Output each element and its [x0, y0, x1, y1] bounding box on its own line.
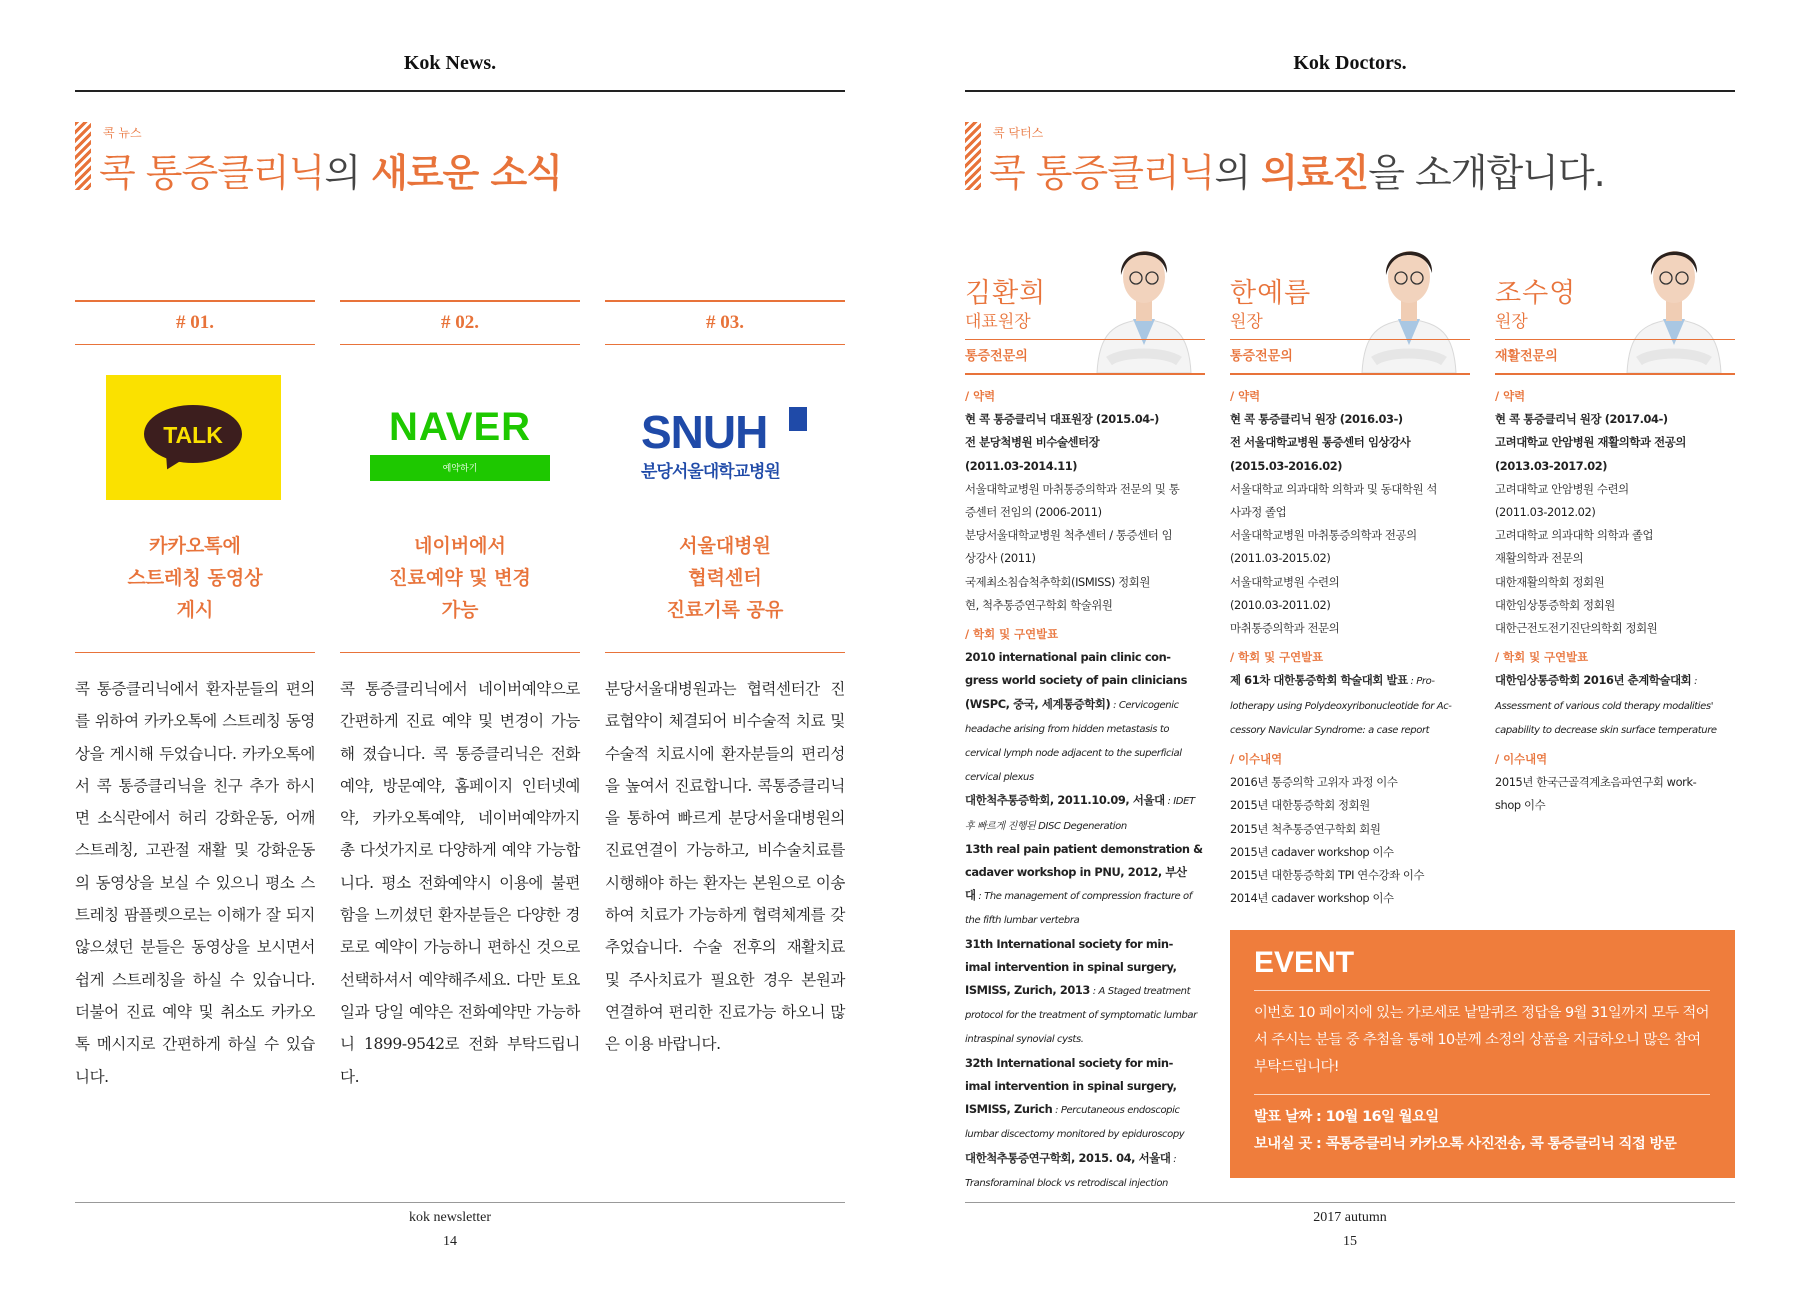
- logo-subtext: 예약하기: [442, 464, 478, 474]
- doctor-rule: [1230, 373, 1470, 375]
- event-body: 이번호 10 페이지에 있는 가로세로 낱말퀴즈 정답을 9월 31일까지 모두 적어서 주시는 분들 중 추첨을 통해 10분께 소정의 상품을 지급하오니 많은 참여 부탁드립니다!: [1254, 1005, 1709, 1075]
- bio-section-heading: / 이수내역: [1495, 752, 1548, 767]
- bio-text: (2011.03-2012.02): [1495, 505, 1596, 520]
- bio-line: [965, 1147, 1210, 1171]
- bio-text: 전 서울대학교병원 통증센터 임상강사: [1230, 435, 1411, 450]
- portrait-illustration: [1083, 215, 1205, 373]
- bio-italic-text: lumbar discectomy monitored by epiduroscopy: [965, 1129, 1185, 1141]
- column-rule: [605, 300, 845, 302]
- heading-line: 가능: [441, 599, 479, 621]
- bio-text: 고려대학교 안암병원 재활의학과 전공의: [1495, 435, 1686, 450]
- bio-line: [965, 571, 1210, 594]
- column-rule: [340, 344, 580, 345]
- bio-text: 2010 international pain clinic con-: [965, 650, 1171, 665]
- doctor-bio: [1495, 385, 1740, 818]
- bio-line: [965, 838, 1210, 861]
- doctor-title: 대표원장: [965, 312, 1031, 332]
- doctor-title: 원장: [1495, 312, 1528, 332]
- column-rule: [340, 300, 580, 302]
- column-number: # 01.: [176, 312, 214, 333]
- bio-text: 사과정 졸업: [1230, 505, 1287, 520]
- section-eyebrow: 콕 닥터스: [993, 126, 1044, 140]
- bio-text: gress world society of pain clinicians: [965, 673, 1188, 688]
- bio-line: [965, 408, 1210, 431]
- bio-section-heading: / 이수내역: [1230, 752, 1283, 767]
- bio-line: [1230, 571, 1475, 594]
- bio-line: [1230, 501, 1475, 524]
- bio-text: 대한근전도전기진단의학회 정회원: [1495, 621, 1658, 636]
- bio-line: [1495, 771, 1740, 794]
- column-rule: [340, 652, 580, 653]
- column-rule: [605, 344, 845, 345]
- heading-line: 스트레칭 동영상: [127, 567, 263, 589]
- bio-text: 대한임상통증학회 정회원: [1495, 597, 1615, 612]
- bio-line: [1230, 547, 1475, 570]
- snuh-logo: [605, 375, 845, 500]
- heading-line: 협력센터: [688, 567, 762, 589]
- doctor-name: 조수영: [1495, 278, 1577, 309]
- bio-line: [1495, 408, 1740, 431]
- heading-line: 네이버에서: [414, 535, 506, 557]
- bio-line: [965, 431, 1210, 454]
- event-info: [1254, 1104, 1714, 1158]
- news-column-3: [605, 300, 845, 1061]
- bio-italic-text: protocol for the treatment of symptomatic lumbar: [965, 1010, 1197, 1022]
- column-number: # 03.: [706, 312, 744, 333]
- bio-section-heading: / 학회 및 구연발표: [1230, 650, 1324, 665]
- bio-line: [1495, 524, 1740, 547]
- column-number: # 02.: [441, 312, 479, 333]
- bio-text: 2016년 통증의학 고위자 과정 이수: [1230, 775, 1398, 790]
- bio-italic-text: intraspinal synovial cysts.: [965, 1034, 1084, 1046]
- bio-text: 대한임상통증학회 2016년 춘계학술대회: [1495, 673, 1692, 688]
- column-heading: [340, 530, 580, 626]
- bio-text: (2013.03-2017.02): [1495, 458, 1608, 473]
- bio-line: [1230, 524, 1475, 547]
- bio-line: [1230, 594, 1475, 617]
- bio-line: [1495, 617, 1740, 640]
- event-box: [1230, 930, 1735, 1178]
- title-part: 의: [1214, 151, 1262, 195]
- bio-italic-text: cervical lymph node adjacent to the superficial: [965, 748, 1182, 760]
- bio-line: [965, 646, 1210, 669]
- bio-italic-text: the fifth lumbar vertebra: [965, 915, 1080, 927]
- bio-text: 서울대학교병원 마취통증의학과 전공의: [1230, 528, 1417, 543]
- bio-line: [1230, 431, 1475, 454]
- bio-line: [1230, 818, 1475, 841]
- doctor-rule: [1495, 373, 1735, 375]
- doctor-portrait: [1083, 215, 1205, 373]
- event-date: 발표 날짜 : 10월 16일 월요일: [1254, 1109, 1439, 1125]
- doctor-rule: [1495, 339, 1735, 340]
- column-rule: [605, 652, 845, 653]
- doctor-rule: [965, 339, 1205, 340]
- title-part: 의: [324, 151, 372, 195]
- bio-line: [1495, 794, 1740, 817]
- bio-italic-text: : IDET: [1164, 796, 1195, 808]
- bio-text: 2015년 cadaver workshop 이수: [1230, 844, 1394, 859]
- logo-text: TALK: [163, 422, 223, 448]
- kakao-logo-bg: [106, 375, 281, 500]
- doctor-bio: [1230, 385, 1475, 910]
- bio-line: [1230, 617, 1475, 640]
- column-body: 콕 통증클리닉에서 환자분들의 편의를 위하여 카카오톡에 스트레칭 동영상을 게시해 두었습니다. 카카오톡에서 콕 통증클리닉을 친구 추가 하시면 소식란에서 허리 강화운동, 어깨 스트레칭, 고관절 재활 및 강화운동의 동영상을 보실 수 있으니 평소 스트레칭 팜플렛으로는 이해가 잘 되지 않으셨던 분들은 동영상을 보시면서 쉽게 스트레칭을 하실 수 있습니다. 더불어 진료 예약 및 취소도 카카오톡 메시지로 간편하게 하실 수 있습니다.: [75, 680, 315, 1086]
- bio-italic-text: : Percutaneous endoscopic: [1052, 1105, 1180, 1117]
- bio-text: 대한척추통증연구학회, 2015. 04, 서울대: [965, 1150, 1171, 1165]
- bio-line: [1495, 501, 1740, 524]
- bio-text: 13th real pain patient demonstration &: [965, 841, 1203, 856]
- column-body: 분당서울대병원과는 협력센터간 진료협약이 체결되어 비수술적 치료 및 수술적 치료시에 환자분들의 편리성을 높여서 진료합니다. 콕통증클리닉을 통하여 빠르게 분당서울대병원의 진료연결이 가능하고, 비수술치료를 시행해야 하는 환자는 본원으로 이송하여 치료가 가능하게 협력체계를 갖추었습니다. 수술 전후의 재활치료 및 주사치료가 필요한 경우 본원과 연결하여 편리한 진료가능 하오니 많은 이용 바랍니다.: [605, 680, 845, 1054]
- title-part: 새로운 소식: [371, 151, 562, 195]
- bio-text: 31th International society for min-: [965, 936, 1173, 951]
- bio-text: imal intervention in spinal surgery,: [965, 959, 1177, 974]
- bio-line: [1230, 718, 1475, 742]
- bio-italic-text: :: [1170, 1153, 1177, 1165]
- bio-italic-text: : Cervicogenic: [1110, 699, 1179, 711]
- bio-italic-text: : A Staged treatment: [1089, 986, 1191, 998]
- header-rule: [965, 90, 1735, 92]
- bio-italic-text: Assessment of various cold therapy modalities': [1495, 700, 1714, 712]
- bio-text: 분당서울대학교병원 척추센터 / 통증센터 임: [965, 528, 1173, 543]
- bio-text: 대한척추통증학회, 2011.10.09, 서울대: [965, 793, 1165, 808]
- bio-section-heading: / 약력: [965, 389, 996, 403]
- bio-line: [965, 884, 1210, 908]
- bio-line: [965, 547, 1210, 570]
- bio-line: [1230, 794, 1475, 817]
- bio-line: [1495, 455, 1740, 478]
- bio-line: [965, 861, 1210, 884]
- stripe-decoration: [965, 122, 981, 190]
- bio-line: [1495, 718, 1740, 742]
- bio-text: 마취통증의학과 전문의: [1230, 621, 1340, 636]
- bio-italic-text: lotherapy using Polydeoxyribonucleotide for Ac-: [1230, 700, 1452, 712]
- bio-text: 서울대학교병원 마취통증의학과 전문의 및 통: [965, 481, 1180, 496]
- bio-text: 증센터 전임의 (2006-2011): [965, 505, 1102, 520]
- bio-line: [1230, 887, 1475, 910]
- bio-text: (WSPC, 중국, 세계통증학회): [965, 696, 1111, 711]
- bio-line: [965, 979, 1210, 1003]
- logo-subtext: 분당서울대학교병원: [641, 462, 780, 482]
- heading-line: 진료기록 공유: [666, 599, 784, 621]
- bio-line: [1230, 455, 1475, 478]
- snuh-emblem-icon: [789, 407, 807, 431]
- bio-italic-text: cessory Navicular Syndrome: a case report: [1230, 724, 1430, 736]
- bio-line: [1495, 669, 1740, 693]
- bio-italic-text: : Pro-: [1407, 676, 1435, 688]
- page-title: [989, 142, 1605, 197]
- bio-line: [965, 956, 1210, 979]
- bio-line: [965, 455, 1210, 478]
- bio-line: [1230, 771, 1475, 794]
- naver-booking-bar: [370, 455, 550, 481]
- bio-line: [1495, 594, 1740, 617]
- bio-line: [965, 501, 1210, 524]
- bio-italic-text: 후 빠르게 진행된 DISC Degeneration: [965, 820, 1127, 832]
- bio-italic-text: Transforaminal block vs retrodiscal injection: [965, 1177, 1168, 1189]
- doctor-bio: [965, 385, 1210, 1195]
- heading-line: 서울대병원: [679, 535, 771, 557]
- logo-text: SNUH: [641, 406, 768, 458]
- bio-line: [965, 693, 1210, 717]
- bio-line: [965, 814, 1210, 838]
- bio-line: [965, 1003, 1210, 1027]
- bio-line: [965, 1098, 1210, 1122]
- event-rule: [1254, 990, 1710, 991]
- section-eyebrow: 콕 뉴스: [103, 126, 142, 140]
- bio-line: [1495, 571, 1740, 594]
- bio-italic-text: capability to decrease skin surface temperature: [1495, 724, 1717, 736]
- footer-label: kok newsletter: [408, 1210, 492, 1225]
- bio-line: [965, 908, 1210, 932]
- right-page: [900, 0, 1800, 1300]
- column-rule: [75, 300, 315, 302]
- doctor-title: 원장: [1230, 312, 1263, 332]
- doctor-portrait: [1613, 215, 1735, 373]
- bio-text: 대: [965, 888, 976, 903]
- event-title: EVENT: [1254, 946, 1355, 979]
- page-title: [99, 142, 562, 197]
- footer-rule: [965, 1202, 1735, 1203]
- bio-section-heading: / 학회 및 구연발표: [1495, 650, 1589, 665]
- bio-italic-text: cervical plexus: [965, 772, 1034, 784]
- bio-text: 2015년 척추통증연구학회 회원: [1230, 821, 1381, 836]
- bio-text: 상강사 (2011): [965, 551, 1036, 566]
- bio-section-heading: / 약력: [1230, 389, 1261, 403]
- bio-line: [1230, 408, 1475, 431]
- column-rule: [75, 344, 315, 345]
- bio-text: ISMISS, Zurich, 2013: [965, 983, 1090, 998]
- title-part: 콕 통증클리닉: [99, 151, 325, 195]
- bio-text: 대한재활의학회 정회원: [1495, 574, 1605, 589]
- bio-line: [1230, 669, 1475, 693]
- bio-italic-text: headache arising from hidden metastasis to: [965, 723, 1170, 735]
- news-column-2: [340, 300, 580, 1093]
- bio-line: [965, 717, 1210, 741]
- heading-line: 카카오톡에: [149, 535, 241, 557]
- bio-line: [965, 741, 1210, 765]
- bio-text: 현 콕 통증클리닉 원장 (2017.04-): [1495, 412, 1668, 427]
- footer-label: 2017 autumn: [1313, 1210, 1387, 1225]
- bio-line: [965, 594, 1210, 617]
- bio-line: [965, 1052, 1210, 1075]
- running-head: Kok News.: [403, 52, 497, 74]
- running-head: Kok Doctors.: [1293, 52, 1407, 74]
- column-body: 콕 통증클리닉에서 네이버예약으로 간편하게 진료 예약 및 변경이 가능해 졌습니다. 콕 통증클리닉은 전화예약, 방문예약, 홈페이지 인터넷예약, 카카오톡예약, 네이버예약까지 총 다섯가지로 다양하게 예약 가능합니다. 평소 전화예약시 이용에 불편함을 느끼셨던 환자분들은 다양한 경로로 예약이 가능하니 편하신 것으로 선택하셔서 예약해주세요. 다만 토요일과 당일 예약은 전화예약만 가능하니 1899-9542로 전화 부탁드립니다.: [340, 680, 580, 1086]
- bio-text: 현 콕 통증클리닉 대표원장 (2015.04-): [965, 412, 1159, 427]
- naver-logo: [340, 375, 580, 500]
- portrait-illustration: [1348, 215, 1470, 373]
- bio-text: 32th International society for min-: [965, 1055, 1173, 1070]
- bio-line: [965, 1027, 1210, 1051]
- bio-line: [965, 1122, 1210, 1146]
- bio-line: [1495, 694, 1740, 718]
- bio-section-heading: / 학회 및 구연발표: [965, 627, 1059, 642]
- bio-text: imal intervention in spinal surgery,: [965, 1078, 1177, 1093]
- bio-text: 서울대학교 의과대학 의학과 및 동대학원 석: [1230, 481, 1437, 496]
- column-heading: [605, 530, 845, 626]
- bio-text: 2014년 cadaver workshop 이수: [1230, 891, 1394, 906]
- bio-text: 서울대학교병원 수련의: [1230, 574, 1340, 589]
- bio-line: [965, 478, 1210, 501]
- kakaotalk-logo: [75, 375, 315, 500]
- bio-text: (2010.03-2011.02): [1230, 597, 1331, 612]
- bio-text: 2015년 대한통증학회 TPI 연수강좌 이수: [1230, 868, 1425, 883]
- bio-line: [965, 1075, 1210, 1098]
- bio-line: [1230, 694, 1475, 718]
- bio-text: shop 이수: [1495, 798, 1546, 813]
- page-number: 15: [1343, 1234, 1357, 1249]
- bio-text: 고려대학교 의과대학 의학과 졸업: [1495, 528, 1654, 543]
- stripe-decoration: [75, 122, 91, 190]
- portrait-illustration: [1613, 215, 1735, 373]
- bio-line: [1230, 841, 1475, 864]
- bio-text: 2015년 한국근골격계초음파연구회 work-: [1495, 775, 1697, 790]
- bio-line: [965, 765, 1210, 789]
- bio-text: 현 콕 통증클리닉 원장 (2016.03-): [1230, 412, 1403, 427]
- bio-text: (2011.03-2014.11): [965, 458, 1078, 473]
- doctor-portrait: [1348, 215, 1470, 373]
- footer-rule: [75, 1202, 845, 1203]
- page-number: 14: [443, 1234, 457, 1249]
- title-part: 콕 통증클리닉: [989, 151, 1215, 195]
- heading-line: 게시: [176, 599, 214, 621]
- bio-line: [965, 1171, 1210, 1195]
- doctor-specialty: 재활전문의: [1495, 349, 1558, 364]
- bio-line: [1230, 864, 1475, 887]
- bio-line: [965, 524, 1210, 547]
- bio-line: [1495, 431, 1740, 454]
- event-send-to: 보내실 곳 : 콕통증클리닉 카카오톡 사진전송, 콕 통증클리닉 직접 방문: [1254, 1136, 1677, 1152]
- bio-text: (2015.03-2016.02): [1230, 458, 1343, 473]
- bio-text: 2015년 대한통증학회 정회원: [1230, 798, 1370, 813]
- bio-text: cadaver workshop in PNU, 2012, 부산: [965, 865, 1187, 880]
- bio-text: 현, 척추통증연구학회 학술위원: [965, 597, 1113, 612]
- doctor-rule: [1230, 339, 1470, 340]
- doctor-specialty: 통증전문의: [965, 349, 1028, 364]
- bio-text: 국제최소침습척추학회(ISMISS) 정회원: [965, 574, 1150, 589]
- bio-section-heading: / 약력: [1495, 389, 1526, 403]
- doctor-rule: [965, 373, 1205, 375]
- bio-text: 제 61차 대한통증학회 학술대회 발표: [1230, 673, 1408, 688]
- bio-text: (2011.03-2015.02): [1230, 551, 1331, 566]
- bio-italic-text: :: [1691, 676, 1698, 688]
- bio-text: 전 분당척병원 비수술센터장: [965, 435, 1100, 450]
- bio-line: [965, 669, 1210, 692]
- header-rule: [75, 90, 845, 92]
- title-part: 의료진: [1261, 151, 1369, 195]
- bio-text: 고려대학교 안암병원 수련의: [1495, 481, 1629, 496]
- news-column-1: [75, 300, 315, 1093]
- bio-italic-text: : The management of compression fracture of: [975, 891, 1192, 903]
- event-rule: [1254, 1094, 1710, 1095]
- column-heading: [75, 530, 315, 626]
- doctor-name: 김환희: [965, 278, 1047, 309]
- bio-line: [965, 789, 1210, 813]
- heading-line: 진료예약 및 변경: [389, 567, 531, 589]
- bio-text: 재활의학과 전문의: [1495, 551, 1584, 566]
- doctor-name: 한예름: [1230, 278, 1312, 309]
- logo-text: NAVER: [388, 405, 532, 449]
- title-part: 을 소개합니다.: [1368, 151, 1605, 195]
- bio-line: [1495, 547, 1740, 570]
- doctor-specialty: 통증전문의: [1230, 349, 1293, 364]
- bio-line: [1230, 478, 1475, 501]
- column-rule: [75, 652, 315, 653]
- bio-line: [1495, 478, 1740, 501]
- bio-text: ISMISS, Zurich: [965, 1102, 1053, 1117]
- bio-line: [965, 933, 1210, 956]
